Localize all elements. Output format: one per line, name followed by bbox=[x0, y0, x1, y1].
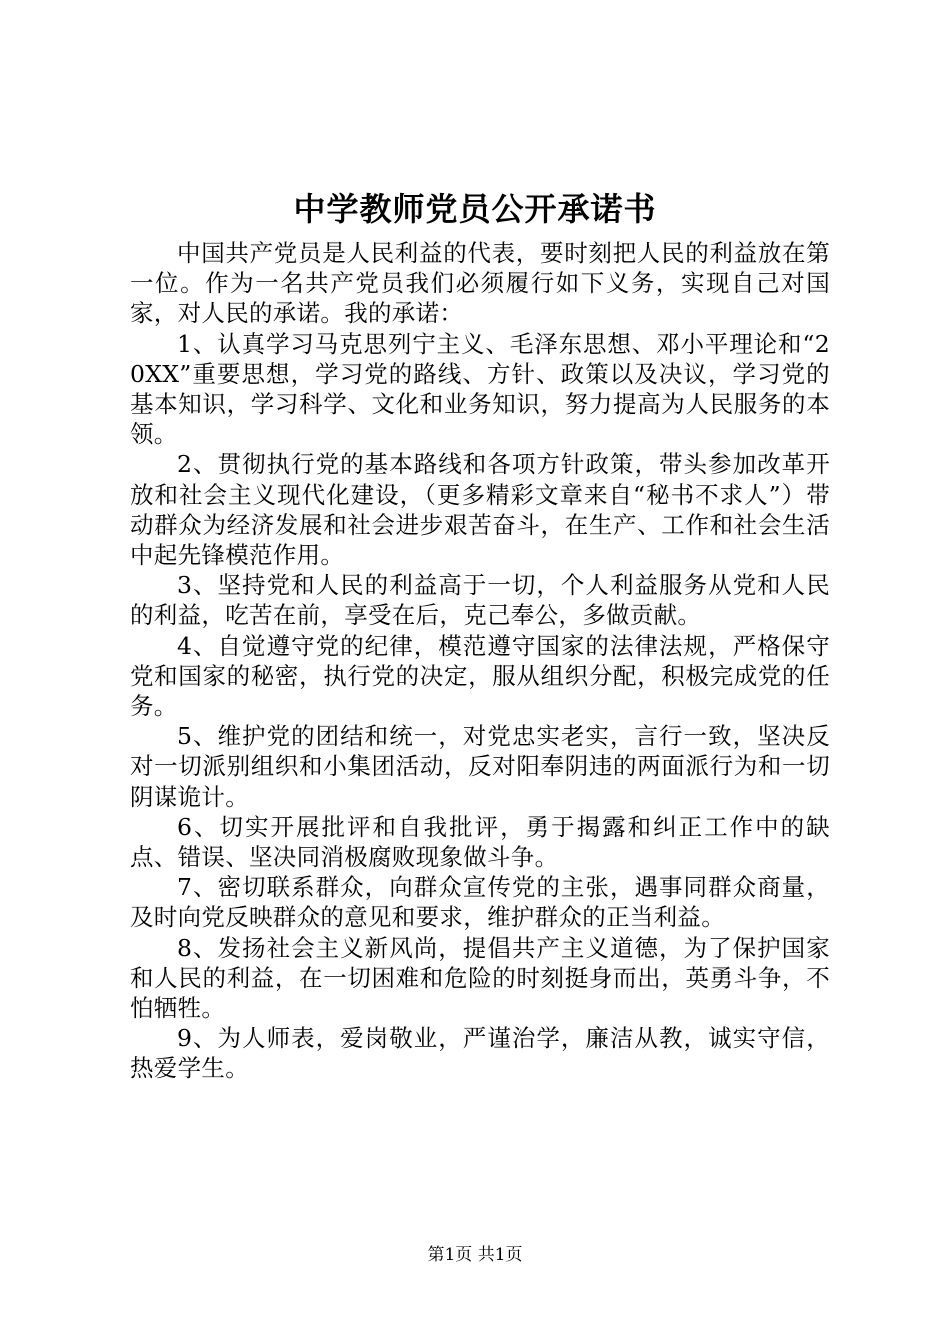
document-body bbox=[130, 238, 830, 1084]
commitment-item-5: 5、维护党的团结和统一，对党忠实老实，言行一致，坚决反对一切派别组织和小集团活动，反对阳奉阴违的两面派行为和一切阴谋诡计。 bbox=[130, 722, 830, 811]
commitment-item-9: 9、为人师表，爱岗敬业，严谨治学，廉洁从教，诚实守信，热爱学生。 bbox=[130, 1024, 830, 1083]
commitment-item-2: 2、贯彻执行党的基本路线和各项方针政策，带头参加改革开放和社会主义现代化建设，（更多精彩文章来自“秘书不求人”）带动群众为经济发展和社会进步艰苦奋斗，在生产、工作和社会生活中起先锋模范作用。 bbox=[130, 450, 830, 570]
commitment-item-4: 4、自觉遵守党的纪律，模范遵守国家的法律法规，严格保守党和国家的秘密，执行党的决定，服从组织分配，积极完成党的任务。 bbox=[130, 631, 830, 721]
document-title: 中学教师党员公开承诺书 bbox=[293, 190, 657, 228]
commitment-item-1: 1、认真学习马克思列宁主义、毛泽东思想、邓小平理论和“20XX”重要思想，学习党的路线、方针、政策以及决议，学习党的基本知识，学习科学、文化和业务知识，努力提高为人民服务的本领。 bbox=[130, 329, 830, 449]
commitment-item-7: 7、密切联系群众，向群众宣传党的主张，遇事同群众商量，及时向党反映群众的意见和要求，维护群众的正当利益。 bbox=[130, 873, 830, 932]
page-footer: 第1页 共1页 bbox=[427, 1245, 523, 1265]
commitment-item-8: 8、发扬社会主义新风尚，提倡共产主义道德，为了保护国家和人民的利益，在一切困难和危险的时刻挺身而出，英勇斗争，不怕牺牲。 bbox=[130, 933, 830, 1023]
intro-paragraph: 中国共产党员是人民利益的代表，要时刻把人民的利益放在第一位。作为一名共产党员我们必须履行如下义务，实现自己对国家，对人民的承诺。我的承诺： bbox=[130, 239, 830, 328]
commitment-item-3: 3、坚持党和人民的利益高于一切，个人利益服务从党和人民的利益，吃苦在前，享受在后，克己奉公，多做贡献。 bbox=[130, 571, 830, 630]
commitment-item-6: 6、切实开展批评和自我批评，勇于揭露和纠正工作中的缺点、错误、坚决同消极腐败现象做斗争。 bbox=[130, 812, 830, 872]
